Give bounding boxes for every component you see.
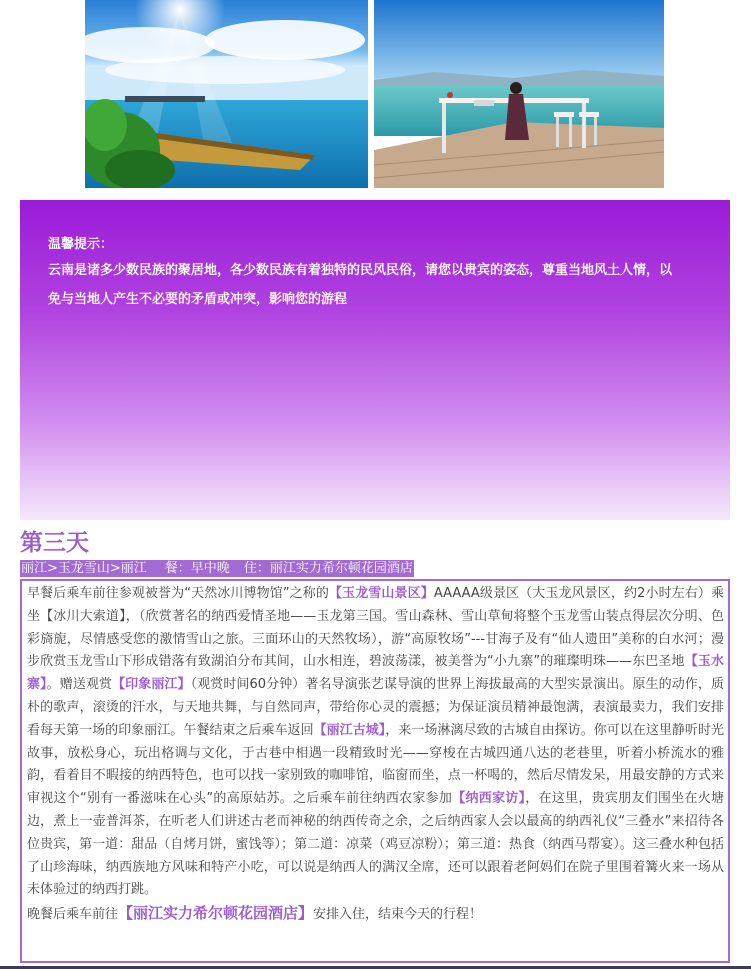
tip-title: 温馨提示： (48, 237, 114, 252)
highlight-yushui-village: 【玉水寨】 (27, 654, 724, 693)
route-text: 丽江>玉龙雪山>丽江 (21, 561, 147, 576)
text-segment: AAAAA级景区（大玉龙风景区，约2小时左右）乘坐【冰川大索道】，（欣赏著名的纳西爱情圣地——玉龙第三国。雪山森林、雪山草甸将整个玉龙雪山装点得层次分明、色彩旖旎，尽情感受您的激情雪山之旅。三面环山的天然牧场），游“高原牧场”---甘海子及有“仙人遗田”美称的白水河；漫步欣赏玉龙雪山下形成错落有致湖泊分布其间，山水相连，碧波荡漾，被美誉为“小九寨”的璀璨明珠——东巴圣地 (27, 586, 724, 670)
text-segment: ，在这里，贵宾朋友们围坐在火塘边，煮上一壶普洱茶，在听老人们讲述古老而神秘的纳西传奇之余，之后纳西家人会以最高的纳西礼仪“三叠水”来招待各位贵宾，第一道：甜品（自烤月饼，蜜饯等）；第二道：凉菜（鸡豆凉粉）；第三道：热食（纳西马帮宴）。这三叠水种包括了山珍海味，纳西族地方风味和特产小吃，可以说是纳西人的满汉全席，还可以跟着老阿妈们在院子里围着篝火来一场从未体验过的纳西打跳。 (27, 791, 724, 898)
travel-tip-box (20, 200, 730, 520)
highlight-lijiang-old-town: 【丽江古城】 (313, 722, 386, 738)
tip-text: 云南是诸多少数民族的聚居地，各少数民族有着独特的民风民俗，请您以贵宾的姿态，尊重当地风土人情，以免与当地人产生不必要的矛盾或冲突，影响您的游程 (48, 263, 673, 307)
meals-text: 餐：早中晚 (164, 561, 230, 576)
highlight-naxi-home-visit: 【纳西家访】 (452, 791, 526, 807)
day-title: 第三天 (20, 530, 89, 556)
highlight-impression-lijiang: 【印象丽江】 (112, 677, 191, 693)
itinerary-paragraph (27, 583, 724, 902)
route-bar (20, 560, 414, 577)
deck-lake-photo (374, 0, 664, 188)
lake-boat-photo (85, 0, 368, 188)
highlight-yulong-snow-mountain: 【玉龙雪山景区】 (328, 586, 434, 601)
hotel-text: 住：丽江实力希尔顿花园酒店 (243, 561, 413, 576)
text-segment: （观赏时间60分钟）著名导演张艺谋导演的世界上海拔最高的大型实景演出。原生的动作，质朴的歌声，滚烫的汗水，与天地共舞，与自然同声，带给你心灵的震撼；为保证演员精神最饱满，表演最卖力，我们安排看每天第一场的印象丽江。午餐结束之后乘车返回 (27, 677, 724, 738)
highlight-hotel: 【丽江实力希尔顿花园酒店】 (118, 904, 314, 923)
itinerary-content-box (20, 579, 730, 963)
text-segment: 安排入住，结束今天的行程！ (313, 907, 483, 923)
itinerary-closing (27, 902, 724, 927)
text-segment: 早餐后乘车前往参观被誉为“天然冰川博物馆”之称的 (27, 586, 329, 601)
text-segment: 。赠送观赏 (46, 677, 113, 693)
text-segment: 晚餐后乘车前往 (27, 907, 119, 923)
text-segment: ，来一场淋漓尽致的古城自由探访。你可以在这里静听时光故事，放松身心，玩出格调与文化，于古巷中相遇一段精致时光——穿梭在古城四通八达的老巷里，听着小桥流水的雅韵，看着目不暇接的纳西特色，也可以找一家别致的咖啡馆，临窗而坐，点一杯喝的，然后尽情发呆，用最安静的方式来审视这个“别有一番滋味在心头”的高原姑苏。之后乘车前往纳西农家参加 (27, 722, 724, 807)
